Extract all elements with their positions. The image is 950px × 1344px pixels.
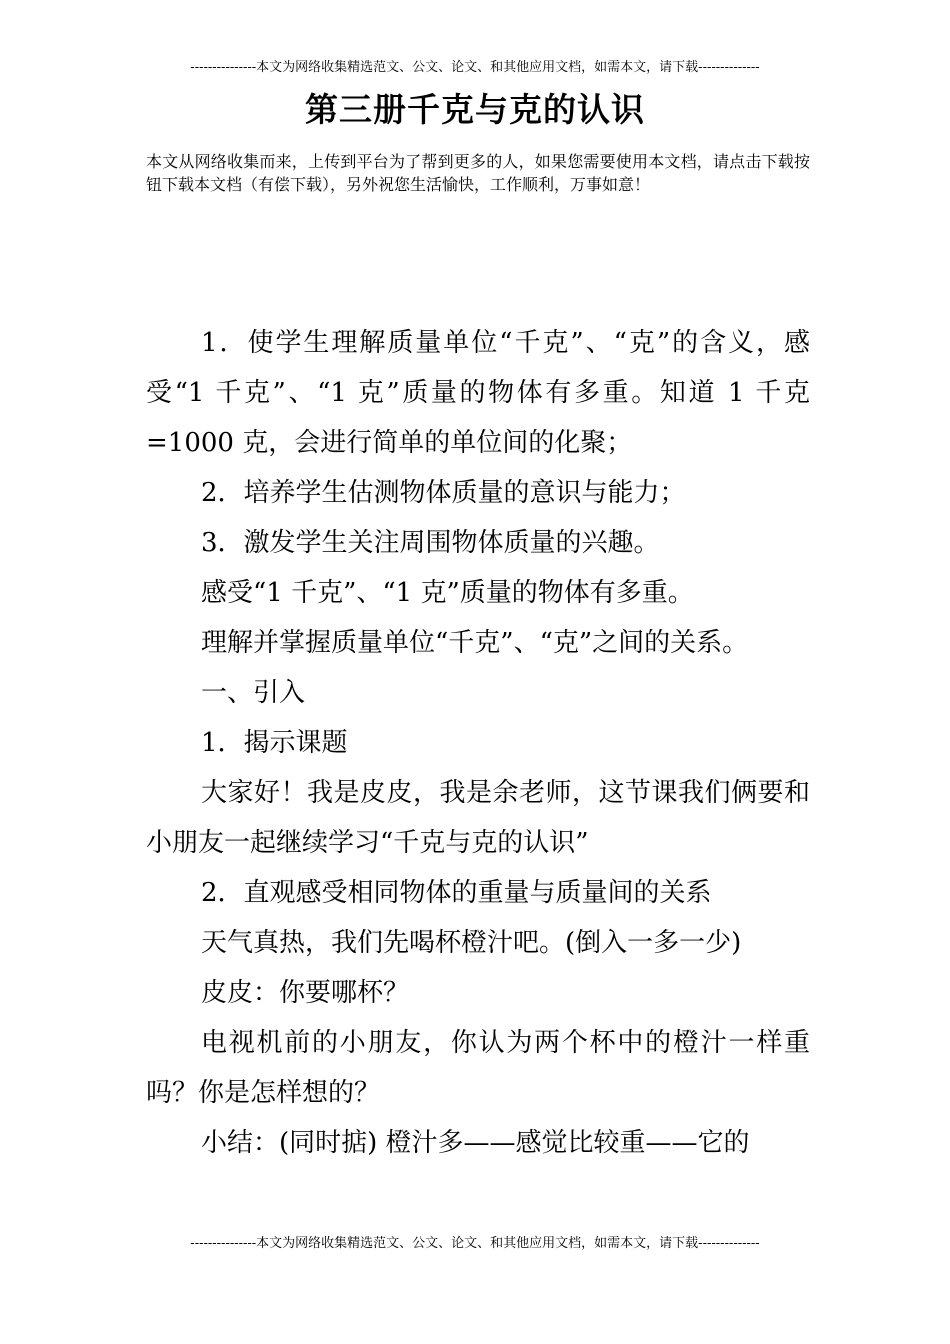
body-paragraph-13: 小结：(同时掂) 橙汁多——感觉比较重——它的 [201,1128,750,1158]
body-paragraph-3: 3．激发学生关注周围物体质量的兴趣。 [201,528,660,558]
document-body [146,318,810,1168]
download-notice: 本文从网络收集而来，上传到平台为了帮到更多的人，如果您需要使用本文档，请点击下载按钮下载本文档（有偿下载），另外祝您生活愉快，工作顺利，万事如意！ [146,152,810,194]
section-heading-intro: 一、引入 [201,678,306,708]
page-footer: ---------------本文为网络收集精选范文、公文、论文、和其他应用文档，如需本文，请下载-------------- [190,1236,760,1251]
body-paragraph-2: 2．培养学生估测物体质量的意识与能力； [201,478,686,508]
body-paragraph-8: 大家好！我是皮皮，我是余老师，这节课我们俩要和小朋友一起继续学习“千克与克的认识” [146,778,810,858]
body-paragraph-1: 1．使学生理解质量单位“千克”、“克”的含义，感受“1 千克”、“1 克”质量的物体有多重。知道 1 千克=1000 克，会进行简单的单位间的化聚； [146,328,810,458]
body-paragraph-9: 2．直观感受相同物体的重量与质量间的关系 [201,878,712,908]
body-paragraph-4: 感受“1 千克”、“1 克”质量的物体有多重。 [201,578,694,608]
body-paragraph-11: 皮皮：你要哪杯？ [201,978,410,1008]
body-paragraph-7: 1．揭示课题 [201,728,348,758]
body-paragraph-12: 电视机前的小朋友，你认为两个杯中的橙汁一样重吗？你是怎样想的？ [146,1028,810,1108]
document-title: 第三册千克与克的认识 [305,90,645,129]
page-header: ---------------本文为网络收集精选范文、公文、论文、和其他应用文档，如需本文，请下载-------------- [190,60,760,75]
body-paragraph-10: 天气真热，我们先喝杯橙汁吧。(倒入一多一少) [201,928,742,958]
body-paragraph-5: 理解并掌握质量单位“千克”、“克”之间的关系。 [201,628,749,658]
